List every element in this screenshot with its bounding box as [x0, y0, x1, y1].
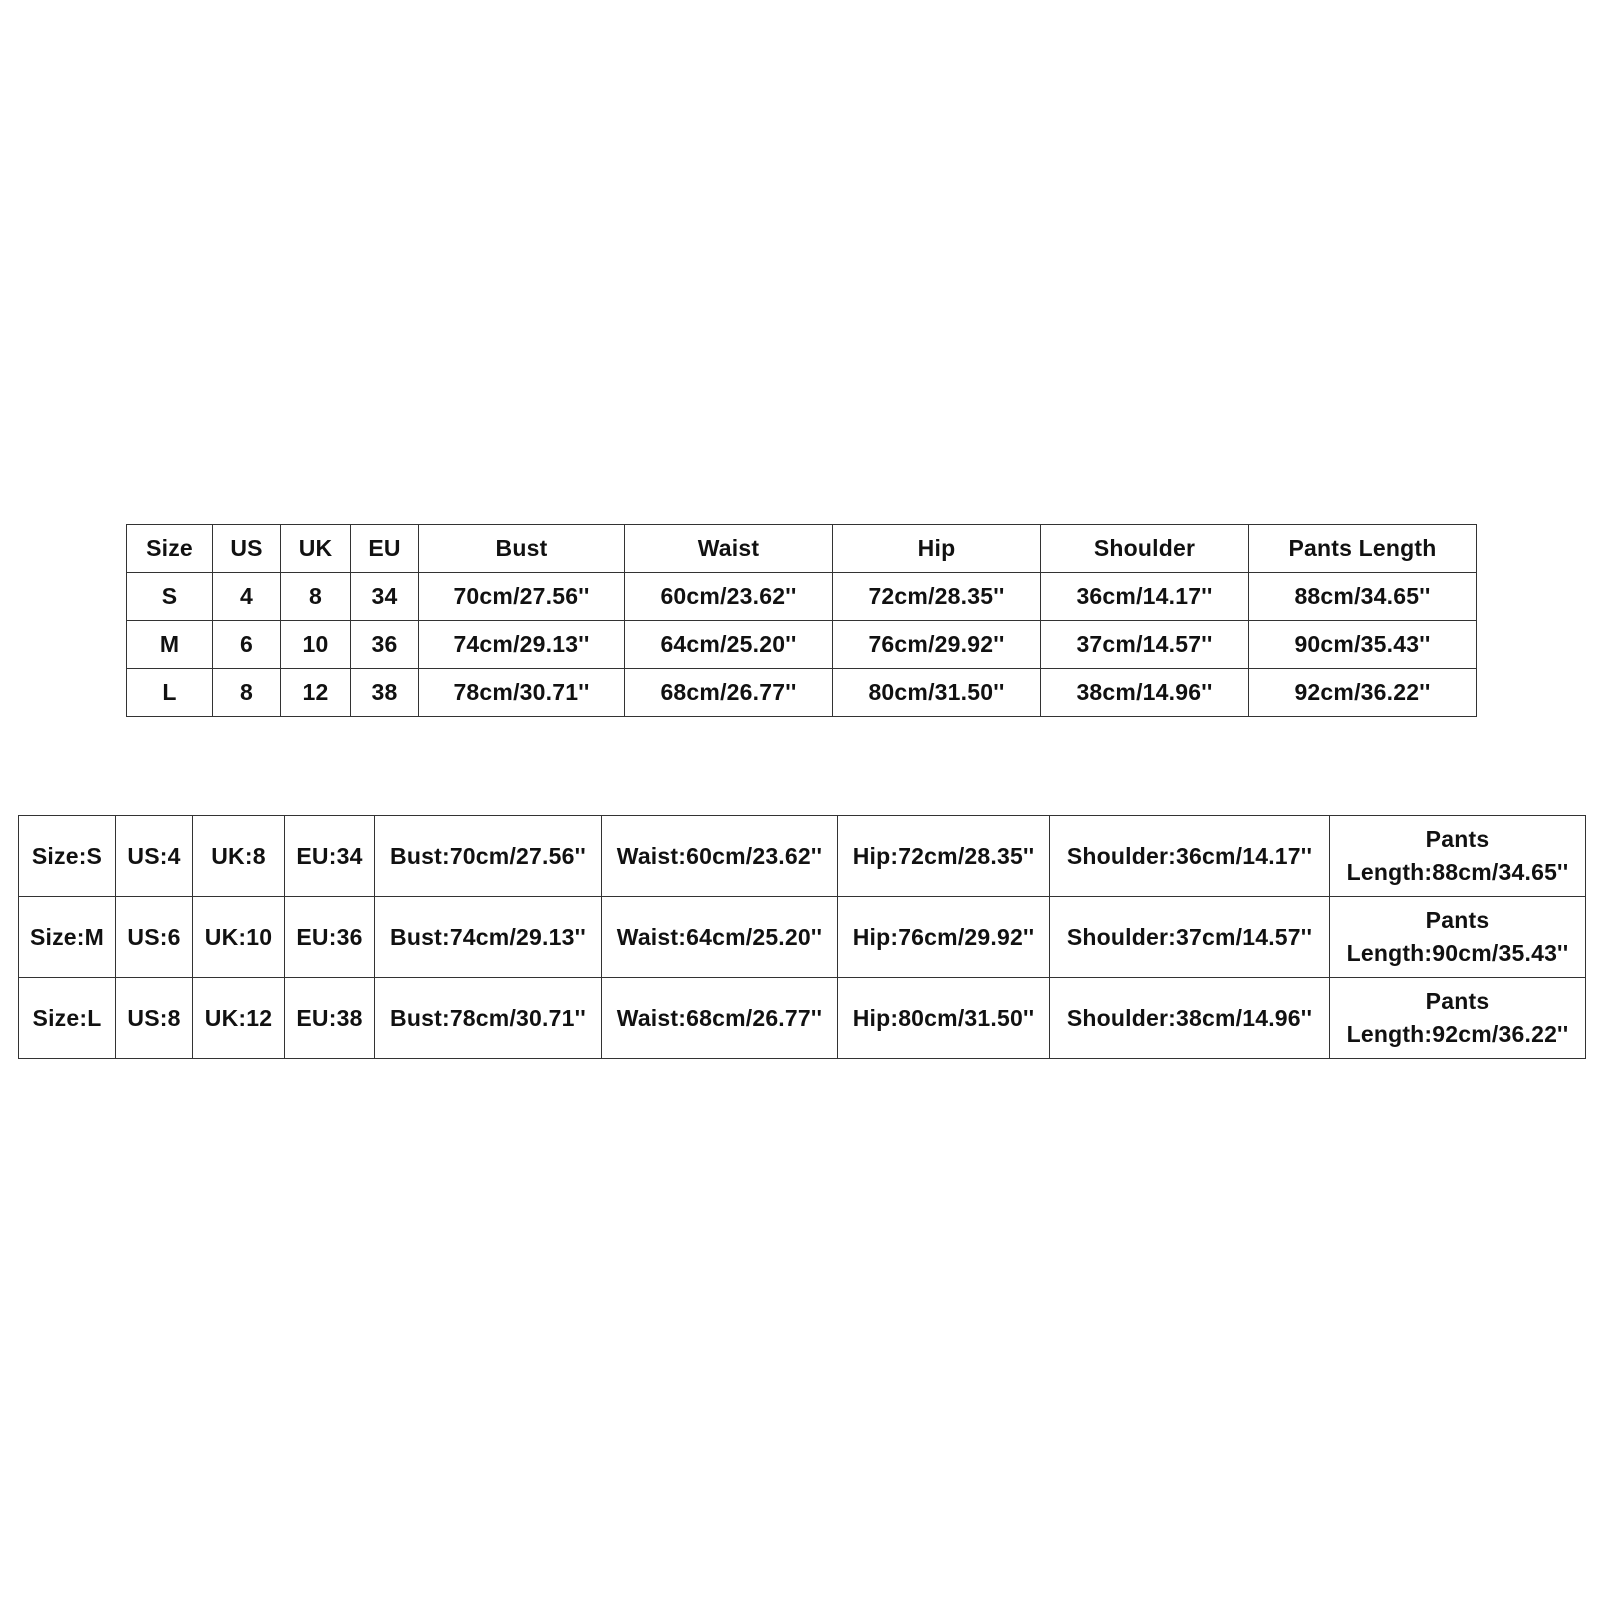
cell-bust: Bust:70cm/27.56'' [375, 816, 602, 897]
cell-eu: 38 [351, 669, 419, 717]
header-shoulder: Shoulder [1041, 525, 1249, 573]
cell-hip: 80cm/31.50'' [833, 669, 1041, 717]
cell-us: US:8 [116, 978, 193, 1059]
table-row [19, 978, 1586, 1059]
size-chart-table [126, 524, 1477, 717]
header-uk: UK [281, 525, 351, 573]
cell-eu: EU:38 [285, 978, 375, 1059]
cell-shoulder: Shoulder:36cm/14.17'' [1050, 816, 1330, 897]
cell-bust: 74cm/29.13'' [419, 621, 625, 669]
cell-waist: Waist:64cm/25.20'' [602, 897, 838, 978]
header-bust: Bust [419, 525, 625, 573]
header-size: Size [127, 525, 213, 573]
cell-us: 6 [213, 621, 281, 669]
cell-pants-length: 92cm/36.22'' [1249, 669, 1477, 717]
cell-pants-length: 88cm/34.65'' [1249, 573, 1477, 621]
size-chart-header-row [127, 525, 1477, 573]
cell-us: US:6 [116, 897, 193, 978]
cell-size: Size:S [19, 816, 116, 897]
cell-shoulder: 36cm/14.17'' [1041, 573, 1249, 621]
table-row [19, 816, 1586, 897]
cell-shoulder: Shoulder:37cm/14.57'' [1050, 897, 1330, 978]
cell-size: M [127, 621, 213, 669]
cell-size: S [127, 573, 213, 621]
cell-us: 8 [213, 669, 281, 717]
cell-size: L [127, 669, 213, 717]
cell-pants-length: Pants Length:88cm/34.65'' [1330, 816, 1586, 897]
size-detail-table [18, 815, 1586, 1059]
cell-us: US:4 [116, 816, 193, 897]
cell-waist: 68cm/26.77'' [625, 669, 833, 717]
cell-hip: Hip:76cm/29.92'' [838, 897, 1050, 978]
header-pants-length: Pants Length [1249, 525, 1477, 573]
cell-hip: Hip:72cm/28.35'' [838, 816, 1050, 897]
cell-uk: UK:8 [193, 816, 285, 897]
cell-bust: Bust:78cm/30.71'' [375, 978, 602, 1059]
cell-eu: 36 [351, 621, 419, 669]
header-eu: EU [351, 525, 419, 573]
cell-waist: 64cm/25.20'' [625, 621, 833, 669]
cell-uk: UK:10 [193, 897, 285, 978]
cell-eu: EU:36 [285, 897, 375, 978]
cell-uk: 8 [281, 573, 351, 621]
cell-size: Size:M [19, 897, 116, 978]
header-waist: Waist [625, 525, 833, 573]
cell-size: Size:L [19, 978, 116, 1059]
cell-pants-length: Pants Length:90cm/35.43'' [1330, 897, 1586, 978]
cell-pants-length: Pants Length:92cm/36.22'' [1330, 978, 1586, 1059]
cell-shoulder: 37cm/14.57'' [1041, 621, 1249, 669]
cell-waist: Waist:68cm/26.77'' [602, 978, 838, 1059]
cell-uk: 10 [281, 621, 351, 669]
cell-shoulder: 38cm/14.96'' [1041, 669, 1249, 717]
cell-bust: Bust:74cm/29.13'' [375, 897, 602, 978]
table-row [19, 897, 1586, 978]
cell-pants-length: 90cm/35.43'' [1249, 621, 1477, 669]
cell-hip: Hip:80cm/31.50'' [838, 978, 1050, 1059]
cell-uk: 12 [281, 669, 351, 717]
table-row [127, 621, 1477, 669]
header-us: US [213, 525, 281, 573]
cell-eu: EU:34 [285, 816, 375, 897]
cell-uk: UK:12 [193, 978, 285, 1059]
cell-waist: 60cm/23.62'' [625, 573, 833, 621]
table-row [127, 573, 1477, 621]
cell-shoulder: Shoulder:38cm/14.96'' [1050, 978, 1330, 1059]
cell-us: 4 [213, 573, 281, 621]
cell-hip: 76cm/29.92'' [833, 621, 1041, 669]
cell-waist: Waist:60cm/23.62'' [602, 816, 838, 897]
cell-eu: 34 [351, 573, 419, 621]
header-hip: Hip [833, 525, 1041, 573]
cell-hip: 72cm/28.35'' [833, 573, 1041, 621]
cell-bust: 78cm/30.71'' [419, 669, 625, 717]
cell-bust: 70cm/27.56'' [419, 573, 625, 621]
table-row [127, 669, 1477, 717]
